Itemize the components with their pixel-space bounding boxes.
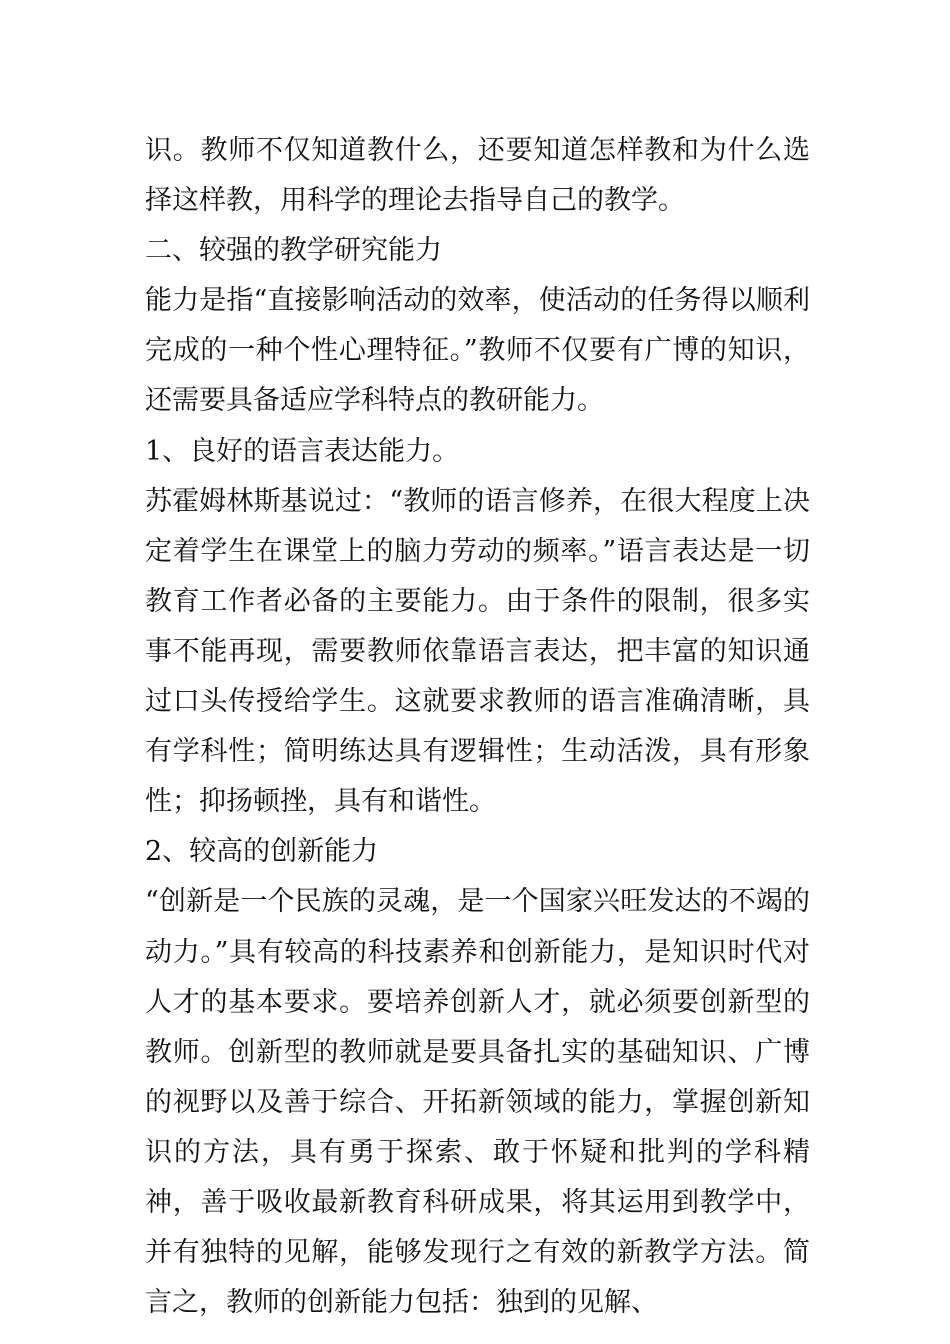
subheading-innovation: 2、较高的创新能力 [145, 836, 379, 868]
subheading-language-expression: 1、良好的语言表达能力。 [145, 435, 460, 467]
section-heading-teaching-research: 二、较强的教学研究能力 [145, 235, 442, 267]
paragraph-continuation: 识。教师不仅知道教什么，还要知道怎样教和为什么选择这样教，用科学的理论去指导自己的教学。 [145, 135, 810, 217]
paragraph-language-expression: 苏霍姆林斯基说过：“教师的语言修养，在很大程度上决定着学生在课堂上的脑力劳动的频率。”语言表达是一切教育工作者必备的主要能力。由于条件的限制，很多实事不能再现，需要教师依靠语言表达，把丰富的知识通过口头传授给学生。这就要求教师的语言准确清晰，具有学科性；简明练达具有逻辑性；生动活泼，具有形象性；抑扬顿挫，具有和谐性。 [145, 485, 810, 818]
document-body [145, 126, 810, 1328]
paragraph-ability-definition: 能力是指“直接影响活动的效率，使活动的任务得以顺利完成的一种个性心理特征。”教师不仅要有广博的知识，还需要具备适应学科特点的教研能力。 [145, 285, 810, 417]
paragraph-innovation: “创新是一个民族的灵魂，是一个国家兴旺发达的不竭的动力。”具有较高的科技素养和创新能力，是知识时代对人才的基本要求。要培养创新人才，就必须要创新型的教师。创新型的教师就是要具备扎实的基础知识、广博的视野以及善于综合、开拓新领域的能力，掌握创新知识的方法，具有勇于探索、敢于怀疑和批判的学科精神，善于吸收最新教育科研成果，将其运用到教学中，并有独特的见解，能够发现行之有效的新教学方法。简言之，教师的创新能力包括：独到的见解、 [145, 886, 810, 1319]
